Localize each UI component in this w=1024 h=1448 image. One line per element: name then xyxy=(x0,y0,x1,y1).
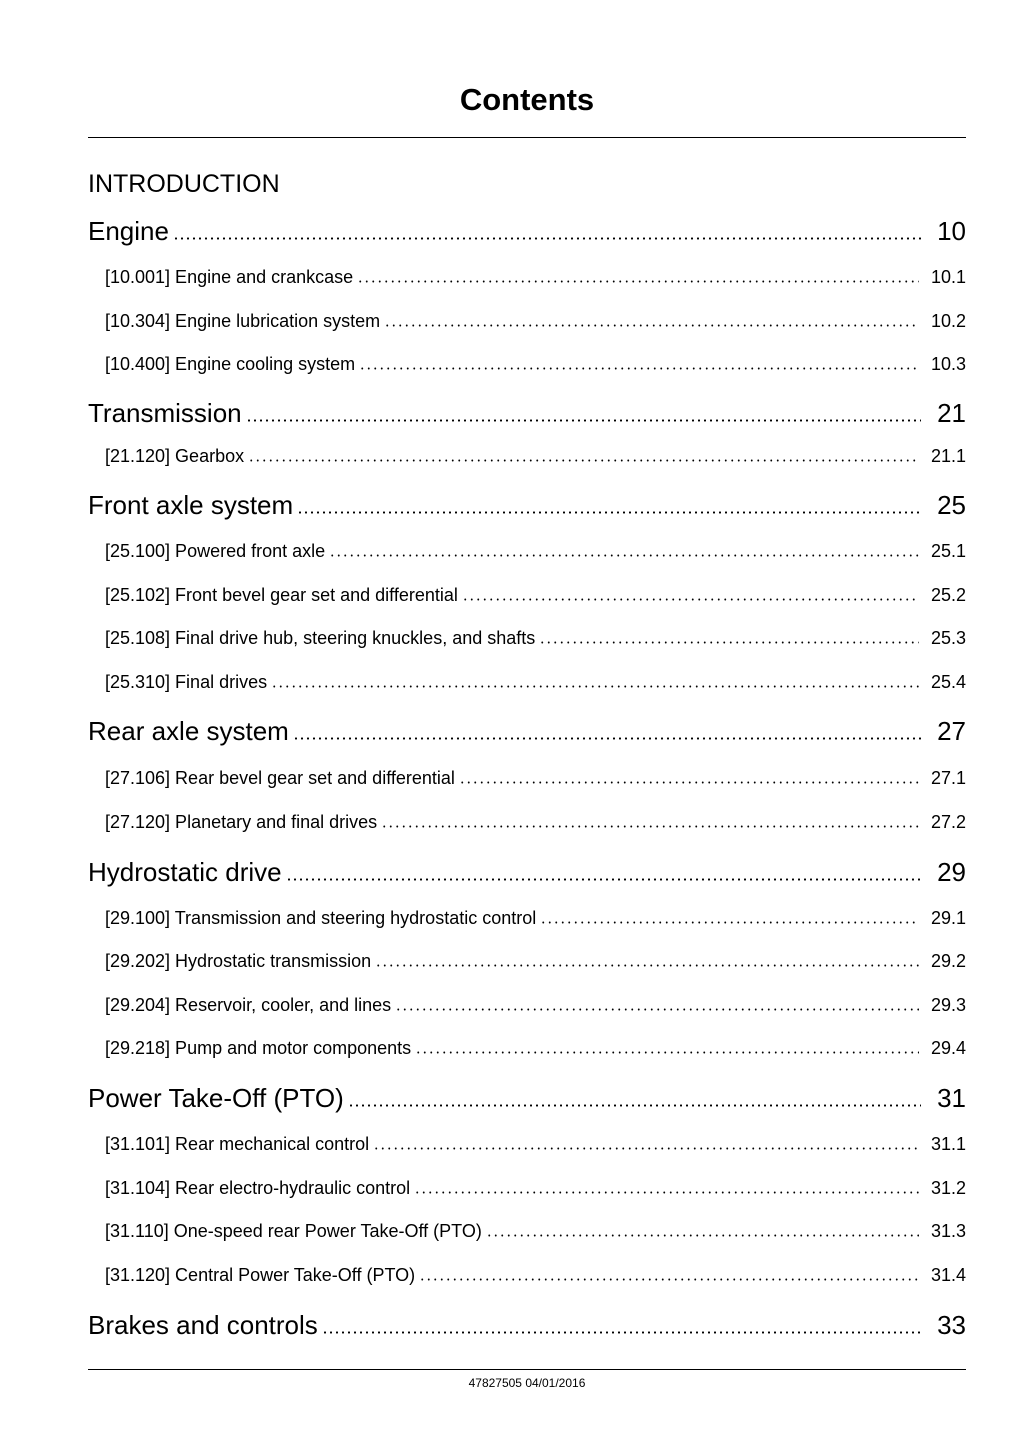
dot-leader xyxy=(357,280,919,283)
toc-chapter-entry-label: Engine xyxy=(88,216,169,246)
toc-section-entry-label: [21.120] Gearbox xyxy=(105,446,245,466)
toc-section-entry-page-number: 29.2 xyxy=(930,951,966,971)
dot-leader xyxy=(359,367,919,370)
toc-section-entry-page-number: 31.1 xyxy=(930,1134,966,1154)
toc-section-entry-label: [27.120] Planetary and final drives xyxy=(105,812,378,832)
toc-chapter-entry[interactable] xyxy=(88,716,966,747)
toc-section-entry[interactable] xyxy=(105,908,966,929)
toc-section-entry[interactable] xyxy=(105,628,966,649)
dot-leader xyxy=(381,825,919,828)
toc-section-entry-page-number: 10.1 xyxy=(930,267,966,287)
dot-leader xyxy=(293,737,921,740)
toc-section-entry[interactable] xyxy=(105,267,966,288)
toc-section-entry-page-number: 25.4 xyxy=(930,672,966,692)
toc-section-entry-page-number: 29.1 xyxy=(930,908,966,928)
footer-doc-id: 47827505 04/01/2016 xyxy=(468,1376,586,1390)
toc-chapter-entry-page-number: 33 xyxy=(937,1310,966,1340)
toc-section-entry[interactable] xyxy=(105,1265,966,1286)
toc-section-entry-page-number: 25.3 xyxy=(930,628,966,648)
dot-leader xyxy=(539,641,919,644)
toc-chapter-entry-page-number: 29 xyxy=(937,857,966,887)
toc-section-entry-page-number: 27.2 xyxy=(930,812,966,832)
toc-section-entry-page-number: 29.3 xyxy=(930,995,966,1015)
toc-section-entry-label: [10.400] Engine cooling system xyxy=(105,354,356,374)
toc-chapter-entry-label: Rear axle system xyxy=(88,716,289,746)
toc-chapter-entry[interactable] xyxy=(88,1310,966,1341)
toc-section-entry-label: [25.310] Final drives xyxy=(105,672,268,692)
dot-leader xyxy=(375,964,919,967)
toc-section-entry-label: [10.304] Engine lubrication system xyxy=(105,311,381,331)
footer-rule xyxy=(88,1369,966,1370)
dot-leader xyxy=(173,237,921,240)
dot-leader xyxy=(348,1104,921,1107)
toc-section-entry[interactable] xyxy=(105,311,966,332)
toc-section-entry-page-number: 31.3 xyxy=(930,1221,966,1241)
dot-leader xyxy=(329,554,919,557)
dot-leader xyxy=(373,1147,919,1150)
toc-chapter-entry-page-number: 25 xyxy=(937,490,966,520)
toc-section-entry[interactable] xyxy=(105,354,966,375)
toc-chapter-entry-page-number: 10 xyxy=(937,216,966,246)
toc-chapter-entry-label: Front axle system xyxy=(88,490,294,520)
toc-section-entry-label: [27.106] Rear bevel gear set and differential xyxy=(105,768,455,788)
dot-leader xyxy=(248,459,919,462)
toc-chapter-entry-label: Hydrostatic drive xyxy=(88,857,282,887)
toc-chapter-entry-page-number: 21 xyxy=(937,398,966,428)
toc-section-entry-label: [31.104] Rear electro-hydraulic control xyxy=(105,1178,411,1198)
toc-section-entry-page-number: 31.4 xyxy=(930,1265,966,1285)
toc-chapter-entry-label: Brakes and controls xyxy=(88,1310,318,1340)
toc-chapter-entry-page-number: 27 xyxy=(937,716,966,746)
header-rule xyxy=(88,137,966,138)
dot-leader xyxy=(271,685,919,688)
toc-section-entry[interactable] xyxy=(105,585,966,606)
toc-section-entry-page-number: 27.1 xyxy=(930,768,966,788)
toc-chapter-entry[interactable] xyxy=(88,1083,966,1114)
toc-section-entry-label: [29.100] Transmission and steering hydrostatic control xyxy=(105,908,537,928)
toc-section-entry[interactable] xyxy=(105,1134,966,1155)
toc-section-entry[interactable] xyxy=(105,951,966,972)
toc-section-entry-label: [29.218] Pump and motor components xyxy=(105,1038,412,1058)
toc-section-entry-page-number: 10.2 xyxy=(930,311,966,331)
toc-chapter-entry[interactable] xyxy=(88,490,966,521)
toc-section-entry-label: [10.001] Engine and crankcase xyxy=(105,267,354,287)
toc-chapter-entry[interactable] xyxy=(88,857,966,888)
dot-leader xyxy=(462,598,919,601)
toc-section-entry-label: [25.102] Front bevel gear set and differential xyxy=(105,585,458,605)
toc-section-entry-page-number: 31.2 xyxy=(930,1178,966,1198)
page-title: Contents xyxy=(459,82,595,117)
toc-section-entry-page-number: 25.2 xyxy=(930,585,966,605)
toc-section-entry-page-number: 25.1 xyxy=(930,541,966,561)
dot-leader xyxy=(322,1331,921,1334)
toc-section-entry[interactable] xyxy=(105,1038,966,1059)
toc-section-entry-label: [29.202] Hydrostatic transmission xyxy=(105,951,372,971)
dot-leader xyxy=(459,781,919,784)
toc-section-entry[interactable] xyxy=(105,446,966,467)
toc-section-entry-label: [31.101] Rear mechanical control xyxy=(105,1134,370,1154)
toc-section-entry-label: [25.100] Powered front axle xyxy=(105,541,326,561)
toc-section-entry[interactable] xyxy=(105,1221,966,1242)
toc-section-entry-page-number: 21.1 xyxy=(930,446,966,466)
dot-leader xyxy=(297,511,921,514)
dot-leader xyxy=(540,921,919,924)
toc-section-entry-label: [25.108] Final drive hub, steering knuckles, and shafts xyxy=(105,628,536,648)
dot-leader xyxy=(384,324,919,327)
toc-section-entry[interactable] xyxy=(105,541,966,562)
dot-leader xyxy=(415,1051,919,1054)
toc-section-entry-label: [29.204] Reservoir, cooler, and lines xyxy=(105,995,392,1015)
toc-chapter-entry[interactable] xyxy=(88,398,966,429)
dot-leader xyxy=(395,1008,919,1011)
toc-chapter-entry-label: Power Take-Off (PTO) xyxy=(88,1083,344,1113)
dot-leader xyxy=(286,878,921,881)
toc-section-entry[interactable] xyxy=(105,1178,966,1199)
toc-section-entry[interactable] xyxy=(105,672,966,693)
toc-chapter-entry-label: Transmission xyxy=(88,398,242,428)
toc-section-entry-page-number: 29.4 xyxy=(930,1038,966,1058)
toc-section-entry-label: [31.110] One-speed rear Power Take-Off (PTO) xyxy=(105,1221,482,1241)
dot-leader xyxy=(419,1278,919,1281)
dot-leader xyxy=(414,1191,919,1194)
dot-leader xyxy=(486,1234,919,1237)
toc-section-entry-page-number: 10.3 xyxy=(930,354,966,374)
toc-section-entry[interactable] xyxy=(105,995,966,1016)
dot-leader xyxy=(246,419,921,422)
toc-chapter-entry-page-number: 31 xyxy=(937,1083,966,1113)
toc-section-entry[interactable] xyxy=(105,768,966,789)
toc-chapter-entry[interactable] xyxy=(88,216,966,247)
toc-section-entry-label: [31.120] Central Power Take-Off (PTO) xyxy=(105,1265,416,1285)
toc-section-entry[interactable] xyxy=(105,812,966,833)
introduction-heading: INTRODUCTION xyxy=(88,170,280,198)
